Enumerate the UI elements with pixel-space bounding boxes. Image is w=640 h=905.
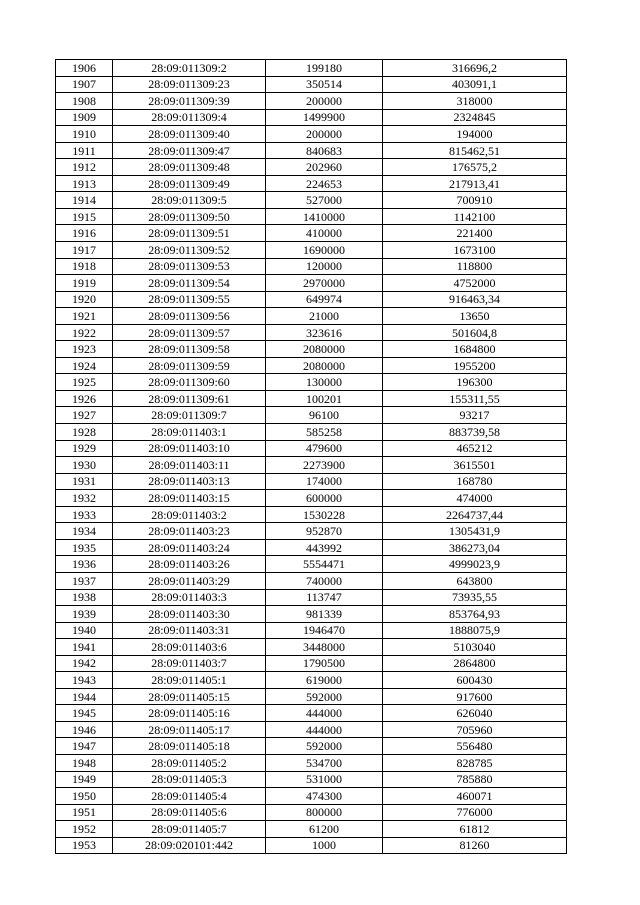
cadastral-value-cell: 1142100 xyxy=(383,208,567,225)
cadastral-value-cell: 917600 xyxy=(383,688,567,705)
row-number-cell: 1939 xyxy=(56,606,113,623)
table-row xyxy=(56,291,567,308)
area-value-cell: 479600 xyxy=(266,440,383,457)
cadastral-value-cell: 556480 xyxy=(383,738,567,755)
cadastral-number-cell: 28:09:020101:442 xyxy=(113,837,266,854)
cadastral-number-cell: 28:09:011309:61 xyxy=(113,390,266,407)
row-number-cell: 1913 xyxy=(56,175,113,192)
area-value-cell: 200000 xyxy=(266,126,383,143)
area-value-cell: 1690000 xyxy=(266,242,383,259)
area-value-cell: 1000 xyxy=(266,837,383,854)
cadastral-value-cell: 81260 xyxy=(383,837,567,854)
table-row xyxy=(56,672,567,689)
row-number-cell: 1934 xyxy=(56,523,113,540)
area-value-cell: 202960 xyxy=(266,159,383,176)
cadastral-value-cell: 1888075,9 xyxy=(383,622,567,639)
cadastral-value-cell: 815462,51 xyxy=(383,142,567,159)
cadastral-number-cell: 28:09:011403:26 xyxy=(113,556,266,573)
row-number-cell: 1937 xyxy=(56,572,113,589)
area-value-cell: 444000 xyxy=(266,705,383,722)
row-number-cell: 1909 xyxy=(56,109,113,126)
cadastral-value-cell: 13650 xyxy=(383,308,567,325)
table-row xyxy=(56,308,567,325)
area-value-cell: 1499900 xyxy=(266,109,383,126)
cadastral-value-cell: 626040 xyxy=(383,705,567,722)
table-row xyxy=(56,142,567,159)
row-number-cell: 1929 xyxy=(56,440,113,457)
cadastral-value-cell: 700910 xyxy=(383,192,567,209)
row-number-cell: 1920 xyxy=(56,291,113,308)
area-value-cell: 527000 xyxy=(266,192,383,209)
area-value-cell: 800000 xyxy=(266,804,383,821)
table-row xyxy=(56,407,567,424)
area-value-cell: 2273900 xyxy=(266,457,383,474)
row-number-cell: 1942 xyxy=(56,655,113,672)
cadastral-value-cell: 217913,41 xyxy=(383,175,567,192)
row-number-cell: 1933 xyxy=(56,506,113,523)
row-number-cell: 1941 xyxy=(56,639,113,656)
cadastral-number-cell: 28:09:011403:3 xyxy=(113,589,266,606)
cadastre-value-table xyxy=(55,59,567,854)
table-row xyxy=(56,655,567,672)
table-row xyxy=(56,788,567,805)
row-number-cell: 1950 xyxy=(56,788,113,805)
cadastral-number-cell: 28:09:011405:3 xyxy=(113,771,266,788)
cadastral-number-cell: 28:09:011309:40 xyxy=(113,126,266,143)
cadastral-number-cell: 28:09:011405:16 xyxy=(113,705,266,722)
row-number-cell: 1946 xyxy=(56,721,113,738)
cadastral-number-cell: 28:09:011403:24 xyxy=(113,539,266,556)
area-value-cell: 443992 xyxy=(266,539,383,556)
cadastral-number-cell: 28:09:011405:17 xyxy=(113,721,266,738)
cadastral-value-cell: 196300 xyxy=(383,374,567,391)
cadastral-number-cell: 28:09:011309:50 xyxy=(113,208,266,225)
area-value-cell: 100201 xyxy=(266,390,383,407)
row-number-cell: 1908 xyxy=(56,93,113,110)
table-row xyxy=(56,357,567,374)
table-row xyxy=(56,754,567,771)
cadastral-number-cell: 28:09:011309:58 xyxy=(113,341,266,358)
cadastral-number-cell: 28:09:011309:57 xyxy=(113,324,266,341)
area-value-cell: 592000 xyxy=(266,738,383,755)
table-row xyxy=(56,473,567,490)
area-value-cell: 1946470 xyxy=(266,622,383,639)
row-number-cell: 1945 xyxy=(56,705,113,722)
table-row xyxy=(56,126,567,143)
area-value-cell: 3448000 xyxy=(266,639,383,656)
cadastral-number-cell: 28:09:011309:60 xyxy=(113,374,266,391)
row-number-cell: 1907 xyxy=(56,76,113,93)
cadastral-number-cell: 28:09:011309:52 xyxy=(113,242,266,259)
row-number-cell: 1951 xyxy=(56,804,113,821)
cadastral-number-cell: 28:09:011309:5 xyxy=(113,192,266,209)
cadastral-number-cell: 28:09:011403:13 xyxy=(113,473,266,490)
table-row xyxy=(56,225,567,242)
row-number-cell: 1922 xyxy=(56,324,113,341)
cadastral-value-cell: 5103040 xyxy=(383,639,567,656)
row-number-cell: 1952 xyxy=(56,821,113,838)
table-body xyxy=(56,60,567,854)
cadastral-number-cell: 28:09:011309:48 xyxy=(113,159,266,176)
row-number-cell: 1917 xyxy=(56,242,113,259)
cadastral-value-cell: 853764,93 xyxy=(383,606,567,623)
row-number-cell: 1943 xyxy=(56,672,113,689)
table-row xyxy=(56,705,567,722)
row-number-cell: 1906 xyxy=(56,60,113,77)
cadastral-value-cell: 883739,58 xyxy=(383,424,567,441)
cadastral-number-cell: 28:09:011403:23 xyxy=(113,523,266,540)
table-row xyxy=(56,688,567,705)
area-value-cell: 585258 xyxy=(266,424,383,441)
row-number-cell: 1953 xyxy=(56,837,113,854)
row-number-cell: 1926 xyxy=(56,390,113,407)
cadastral-number-cell: 28:09:011309:2 xyxy=(113,60,266,77)
cadastral-value-cell: 1955200 xyxy=(383,357,567,374)
area-value-cell: 1410000 xyxy=(266,208,383,225)
cadastral-value-cell: 460071 xyxy=(383,788,567,805)
cadastral-value-cell: 916463,34 xyxy=(383,291,567,308)
table-row xyxy=(56,622,567,639)
table-row xyxy=(56,771,567,788)
cadastral-number-cell: 28:09:011309:47 xyxy=(113,142,266,159)
table-row xyxy=(56,539,567,556)
row-number-cell: 1914 xyxy=(56,192,113,209)
table-row xyxy=(56,192,567,209)
cadastral-number-cell: 28:09:011405:7 xyxy=(113,821,266,838)
table-row xyxy=(56,258,567,275)
area-value-cell: 619000 xyxy=(266,672,383,689)
area-value-cell: 592000 xyxy=(266,688,383,705)
cadastral-value-cell: 643800 xyxy=(383,572,567,589)
cadastral-number-cell: 28:09:011405:18 xyxy=(113,738,266,755)
cadastral-value-cell: 1305431,9 xyxy=(383,523,567,540)
area-value-cell: 534700 xyxy=(266,754,383,771)
cadastral-number-cell: 28:09:011405:15 xyxy=(113,688,266,705)
cadastral-value-cell: 600430 xyxy=(383,672,567,689)
area-value-cell: 981339 xyxy=(266,606,383,623)
row-number-cell: 1925 xyxy=(56,374,113,391)
row-number-cell: 1921 xyxy=(56,308,113,325)
area-value-cell: 174000 xyxy=(266,473,383,490)
cadastral-number-cell: 28:09:011405:1 xyxy=(113,672,266,689)
area-value-cell: 474300 xyxy=(266,788,383,805)
cadastral-number-cell: 28:09:011309:55 xyxy=(113,291,266,308)
table-row xyxy=(56,440,567,457)
table-row xyxy=(56,76,567,93)
row-number-cell: 1949 xyxy=(56,771,113,788)
row-number-cell: 1915 xyxy=(56,208,113,225)
area-value-cell: 600000 xyxy=(266,490,383,507)
cadastral-number-cell: 28:09:011405:4 xyxy=(113,788,266,805)
area-value-cell: 444000 xyxy=(266,721,383,738)
area-value-cell: 2080000 xyxy=(266,341,383,358)
row-number-cell: 1940 xyxy=(56,622,113,639)
cadastral-value-cell: 93217 xyxy=(383,407,567,424)
table-row xyxy=(56,159,567,176)
cadastral-value-cell: 1684800 xyxy=(383,341,567,358)
area-value-cell: 2970000 xyxy=(266,275,383,292)
cadastral-value-cell: 176575,2 xyxy=(383,159,567,176)
table-row xyxy=(56,208,567,225)
table-row xyxy=(56,424,567,441)
cadastral-number-cell: 28:09:011309:54 xyxy=(113,275,266,292)
cadastral-number-cell: 28:09:011403:7 xyxy=(113,655,266,672)
area-value-cell: 952870 xyxy=(266,523,383,540)
cadastral-value-cell: 705960 xyxy=(383,721,567,738)
table-row xyxy=(56,93,567,110)
row-number-cell: 1948 xyxy=(56,754,113,771)
area-value-cell: 840683 xyxy=(266,142,383,159)
cadastral-value-cell: 828785 xyxy=(383,754,567,771)
row-number-cell: 1930 xyxy=(56,457,113,474)
area-value-cell: 5554471 xyxy=(266,556,383,573)
table-row xyxy=(56,506,567,523)
cadastral-value-cell: 118800 xyxy=(383,258,567,275)
cadastral-value-cell: 1673100 xyxy=(383,242,567,259)
cadastral-value-cell: 2324845 xyxy=(383,109,567,126)
table-row xyxy=(56,523,567,540)
cadastral-value-cell: 501604,8 xyxy=(383,324,567,341)
row-number-cell: 1931 xyxy=(56,473,113,490)
area-value-cell: 410000 xyxy=(266,225,383,242)
area-value-cell: 199180 xyxy=(266,60,383,77)
cadastral-number-cell: 28:09:011309:23 xyxy=(113,76,266,93)
table-row xyxy=(56,60,567,77)
cadastral-value-cell: 386273,04 xyxy=(383,539,567,556)
table-row xyxy=(56,490,567,507)
area-value-cell: 120000 xyxy=(266,258,383,275)
cadastral-value-cell: 776000 xyxy=(383,804,567,821)
cadastral-value-cell: 61812 xyxy=(383,821,567,838)
area-value-cell: 2080000 xyxy=(266,357,383,374)
cadastral-number-cell: 28:09:011403:2 xyxy=(113,506,266,523)
table-row xyxy=(56,738,567,755)
cadastral-value-cell: 4752000 xyxy=(383,275,567,292)
table-row xyxy=(56,837,567,854)
cadastral-number-cell: 28:09:011309:49 xyxy=(113,175,266,192)
row-number-cell: 1912 xyxy=(56,159,113,176)
area-value-cell: 1530228 xyxy=(266,506,383,523)
cadastral-number-cell: 28:09:011403:11 xyxy=(113,457,266,474)
area-value-cell: 200000 xyxy=(266,93,383,110)
cadastral-value-cell: 2864800 xyxy=(383,655,567,672)
area-value-cell: 740000 xyxy=(266,572,383,589)
cadastral-number-cell: 28:09:011403:6 xyxy=(113,639,266,656)
cadastral-number-cell: 28:09:011309:51 xyxy=(113,225,266,242)
cadastral-value-cell: 73935,55 xyxy=(383,589,567,606)
table-row xyxy=(56,275,567,292)
cadastral-number-cell: 28:09:011309:56 xyxy=(113,308,266,325)
cadastral-value-cell: 403091,1 xyxy=(383,76,567,93)
row-number-cell: 1919 xyxy=(56,275,113,292)
table-row xyxy=(56,109,567,126)
cadastral-value-cell: 785880 xyxy=(383,771,567,788)
table-row xyxy=(56,556,567,573)
row-number-cell: 1918 xyxy=(56,258,113,275)
row-number-cell: 1938 xyxy=(56,589,113,606)
area-value-cell: 323616 xyxy=(266,324,383,341)
cadastral-value-cell: 316696,2 xyxy=(383,60,567,77)
area-value-cell: 21000 xyxy=(266,308,383,325)
area-value-cell: 96100 xyxy=(266,407,383,424)
row-number-cell: 1947 xyxy=(56,738,113,755)
row-number-cell: 1928 xyxy=(56,424,113,441)
table-row xyxy=(56,324,567,341)
cadastral-value-cell: 2264737,44 xyxy=(383,506,567,523)
cadastral-number-cell: 28:09:011403:29 xyxy=(113,572,266,589)
table-row xyxy=(56,589,567,606)
row-number-cell: 1924 xyxy=(56,357,113,374)
table-row xyxy=(56,804,567,821)
cadastral-number-cell: 28:09:011309:59 xyxy=(113,357,266,374)
table-row xyxy=(56,572,567,589)
area-value-cell: 224653 xyxy=(266,175,383,192)
table-row xyxy=(56,242,567,259)
cadastral-number-cell: 28:09:011405:6 xyxy=(113,804,266,821)
table-row xyxy=(56,639,567,656)
cadastral-value-cell: 4999023,9 xyxy=(383,556,567,573)
cadastral-value-cell: 474000 xyxy=(383,490,567,507)
cadastral-value-cell: 465212 xyxy=(383,440,567,457)
cadastral-number-cell: 28:09:011403:31 xyxy=(113,622,266,639)
cadastral-value-cell: 221400 xyxy=(383,225,567,242)
cadastral-number-cell: 28:09:011403:30 xyxy=(113,606,266,623)
cadastral-number-cell: 28:09:011403:15 xyxy=(113,490,266,507)
row-number-cell: 1944 xyxy=(56,688,113,705)
area-value-cell: 113747 xyxy=(266,589,383,606)
area-value-cell: 531000 xyxy=(266,771,383,788)
row-number-cell: 1932 xyxy=(56,490,113,507)
cadastral-number-cell: 28:09:011403:10 xyxy=(113,440,266,457)
row-number-cell: 1923 xyxy=(56,341,113,358)
cadastral-value-cell: 168780 xyxy=(383,473,567,490)
cadastral-number-cell: 28:09:011309:53 xyxy=(113,258,266,275)
cadastral-value-cell: 194000 xyxy=(383,126,567,143)
table-row xyxy=(56,721,567,738)
cadastral-value-cell: 155311,55 xyxy=(383,390,567,407)
area-value-cell: 130000 xyxy=(266,374,383,391)
cadastral-number-cell: 28:09:011405:2 xyxy=(113,754,266,771)
area-value-cell: 649974 xyxy=(266,291,383,308)
cadastral-number-cell: 28:09:011309:4 xyxy=(113,109,266,126)
table-row xyxy=(56,175,567,192)
cadastral-value-cell: 3615501 xyxy=(383,457,567,474)
row-number-cell: 1910 xyxy=(56,126,113,143)
area-value-cell: 350514 xyxy=(266,76,383,93)
cadastral-value-cell: 318000 xyxy=(383,93,567,110)
area-value-cell: 61200 xyxy=(266,821,383,838)
table-row xyxy=(56,374,567,391)
area-value-cell: 1790500 xyxy=(266,655,383,672)
table-row xyxy=(56,821,567,838)
cadastral-number-cell: 28:09:011403:1 xyxy=(113,424,266,441)
row-number-cell: 1936 xyxy=(56,556,113,573)
table-row xyxy=(56,341,567,358)
cadastral-number-cell: 28:09:011309:7 xyxy=(113,407,266,424)
table-row xyxy=(56,606,567,623)
cadastral-number-cell: 28:09:011309:39 xyxy=(113,93,266,110)
row-number-cell: 1911 xyxy=(56,142,113,159)
table-row xyxy=(56,457,567,474)
table-row xyxy=(56,390,567,407)
row-number-cell: 1935 xyxy=(56,539,113,556)
row-number-cell: 1927 xyxy=(56,407,113,424)
row-number-cell: 1916 xyxy=(56,225,113,242)
